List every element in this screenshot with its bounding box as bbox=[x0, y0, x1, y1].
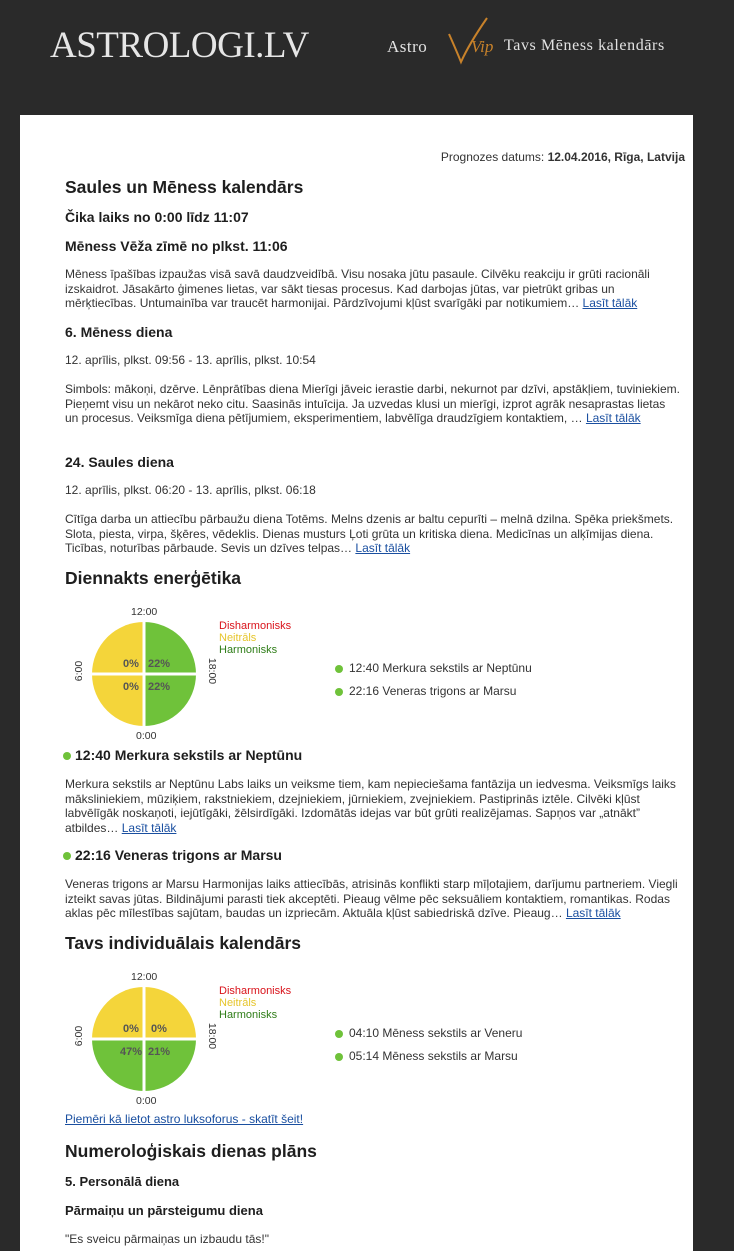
energy-legend bbox=[219, 620, 291, 656]
legend-neutral: Neitrāls bbox=[219, 997, 257, 1009]
astrovip-brand[interactable] bbox=[387, 16, 707, 66]
sun-moon-title: Saules un Mēness kalendārs bbox=[65, 177, 304, 197]
pct-bottom-right: 21% bbox=[147, 1046, 171, 1058]
svg-text:Vip: Vip bbox=[471, 37, 494, 56]
legend-disharmonic: Disharmonisks bbox=[219, 985, 292, 997]
energy-chart bbox=[65, 605, 685, 745]
examples-link[interactable]: Piemēri kā lietot astro luksoforus - skatīt šeit! bbox=[65, 1112, 304, 1126]
legend-harmonic: Harmonisks bbox=[219, 644, 278, 656]
numerology-title: Numeroloģiskais dienas plāns bbox=[65, 1141, 317, 1161]
read-more-link[interactable]: Lasīt tālāk bbox=[585, 411, 641, 425]
pct-top-right: 0% bbox=[151, 1023, 167, 1035]
energy-title: Diennakts enerģētika bbox=[65, 568, 242, 588]
numerology-quote: "Es sveicu pārmaiņas un izbaudu tās!" bbox=[65, 1232, 269, 1246]
forecast-date: Prognozes datums: 12.04.2016, Rīga, Latvija bbox=[440, 150, 685, 164]
tick-left: 6:00 bbox=[73, 660, 86, 682]
moon-sign-text: Mēness īpašības izpaužas visā savā daudzveidībā. Visu nosaka jūtu pasaule. Cilvēku reakciju ir grūti racionāli izskaidrot. Jāsakārto ģimenes lietas, var sākt tiesas procesus. Kad darbojas jūtas, var pietrūkt gribas un mērķtiecības. Untumainība var traucēt harmonijai. Pārdzīvojumi kļūst svarīgāki par notikumiem… Lasīt tālāk bbox=[65, 267, 650, 310]
moon-day-heading: 6. Mēness diena bbox=[65, 324, 173, 340]
aspect-item[interactable]: 12:40 Merkura sekstils ar Neptūnu bbox=[335, 661, 532, 675]
moon-day-time: 12. aprīlis, plkst. 09:56 - 13. aprīlis, plkst. 10:54 bbox=[65, 353, 316, 367]
aspect-item[interactable]: 05:14 Mēness sekstils ar Marsu bbox=[335, 1049, 518, 1063]
brand-astro: Astro bbox=[387, 37, 428, 56]
status-dot-icon bbox=[63, 752, 71, 760]
pct-top-left: 0% bbox=[123, 1023, 139, 1035]
pct-bottom-left: 0% bbox=[123, 681, 139, 693]
main-content bbox=[20, 115, 693, 1251]
status-dot-icon bbox=[335, 1053, 343, 1061]
aspect-detail-text: Veneras trigons ar Marsu Harmonijas laiks attiecībās, atrisinās konflikti starp mīļotajiem, darījumu partneriem. Viegli izteikt savas jūtas. Bildinājumi parasti tiek akceptēti. Pieaug vēlme pēc seksuāliem kontaktiem, romantikas. Rodas aklas pēc mīlestības sajūtam, baudas un izpriecām. Aktuāla kļūst sabiedriskā dzīve. Pieaug… Lasīt tālāk bbox=[65, 877, 678, 920]
pct-top-left: 0% bbox=[123, 658, 139, 670]
sun-day-text: Cītīga darba un attiecību pārbaužu diena Totēms. Melns dzenis ar baltu cepurīti – melnā dzilna. Spēka priekšmets. Slota, piesta, virpa, šķēres, vēdeklis. Dienas musturs Ļoti grūta un kritiska diena. Medicīnas un alķīmijas diena. Ticības, noturības pārbaude. Sevis un dzīves telpas… Lasīt tālāk bbox=[65, 512, 674, 555]
sun-day-heading: 24. Saules diena bbox=[65, 454, 174, 470]
aspect-detail-heading: 12:40 Merkura sekstils ar Neptūnu bbox=[63, 747, 302, 763]
read-more-link[interactable]: Lasīt tālāk bbox=[355, 541, 411, 555]
moon-day-text: Simbols: mākoņi, dzērve. Lēnprātības diena Mierīgi jāveic ierastie darbi, nekurnot par dzīvi, apstākļiem, tuviniekiem. Pieņemt visu un nekārot neko citu. Saasinās intuīcija. Ja uzvedas klusi un mierīgi, izprot agrāk nesaprastas lietas un procesus. Veiksmīga diena pētījumiem, eksperimentiem, labvēlīga draudzīgiem kontaktiem, … Lasīt tālāk bbox=[65, 382, 680, 425]
site-header bbox=[0, 0, 734, 115]
tick-top: 12:00 bbox=[131, 606, 158, 618]
status-dot-icon bbox=[63, 852, 71, 860]
vip-logo-icon bbox=[431, 16, 507, 66]
tick-right: 18:00 bbox=[206, 1022, 219, 1050]
legend-harmonic: Harmonisks bbox=[219, 1009, 278, 1021]
tick-left: 6:00 bbox=[73, 1025, 86, 1047]
status-dot-icon bbox=[335, 1030, 343, 1038]
status-dot-icon bbox=[335, 665, 343, 673]
sun-day-time: 12. aprīlis, plkst. 06:20 - 13. aprīlis, plkst. 06:18 bbox=[65, 483, 316, 497]
pct-top-right: 22% bbox=[147, 658, 171, 670]
tick-bottom: 0:00 bbox=[136, 1095, 157, 1107]
tick-top: 12:00 bbox=[131, 971, 158, 983]
pct-bottom-right: 22% bbox=[147, 681, 171, 693]
site-logo[interactable]: ASTROLOGI.LV bbox=[50, 25, 309, 66]
day-title-heading: Pārmaiņu un pārsteigumu diena bbox=[65, 1203, 263, 1218]
brand-tagline: Tavs Mēness kalendārs bbox=[504, 37, 665, 54]
energy-clock-chart bbox=[91, 621, 197, 727]
read-more-link[interactable]: Lasīt tālāk bbox=[121, 820, 177, 835]
legend-neutral: Neitrāls bbox=[219, 632, 257, 644]
aspect-item[interactable]: 04:10 Mēness sekstils ar Veneru bbox=[335, 1026, 522, 1040]
tick-right: 18:00 bbox=[206, 657, 219, 685]
tick-bottom: 0:00 bbox=[136, 730, 157, 742]
individual-chart bbox=[65, 970, 685, 1110]
forecast-date-value: 12.04.2016, Rīga, Latvija bbox=[547, 150, 685, 164]
pct-bottom-left: 47% bbox=[119, 1046, 143, 1058]
moon-sign-heading: Mēness Vēža zīmē no plkst. 11:06 bbox=[65, 238, 288, 254]
individual-clock-chart bbox=[91, 986, 197, 1092]
status-dot-icon bbox=[335, 688, 343, 696]
individual-title: Tavs individuālais kalendārs bbox=[65, 933, 302, 953]
aspect-detail-heading: 22:16 Veneras trigons ar Marsu bbox=[63, 847, 282, 863]
personal-day-heading: 5. Personālā diena bbox=[65, 1174, 180, 1189]
read-more-link[interactable]: Lasīt tālāk bbox=[582, 296, 638, 310]
lunar-time-heading: Čika laiks no 0:00 līdz 11:07 bbox=[65, 209, 249, 225]
legend-disharmonic: Disharmonisks bbox=[219, 620, 292, 632]
individual-legend bbox=[219, 985, 291, 1021]
aspect-item[interactable]: 22:16 Veneras trigons ar Marsu bbox=[335, 684, 516, 698]
aspect-detail-text: Merkura sekstils ar Neptūnu Labs laiks un veiksme tiem, kam nepieciešama fantāzija un iedvesma. Veiksmīgs laiks māksliniekiem, mūziķiem, rakstniekiem, dzejniekiem, jūrniekiem, zvejniekiem. Pastiprinās iztēle. Cilvēki kļūst labvēlīgāk noskaņoti, iejūtīgāki, žēlsirdīgāki. Izdomātās idejas var būt grūti realizējamas. Sapņos var „atnākt” atbildes… Lasīt tālāk bbox=[65, 777, 676, 835]
read-more-link[interactable]: Lasīt tālāk bbox=[565, 906, 621, 920]
